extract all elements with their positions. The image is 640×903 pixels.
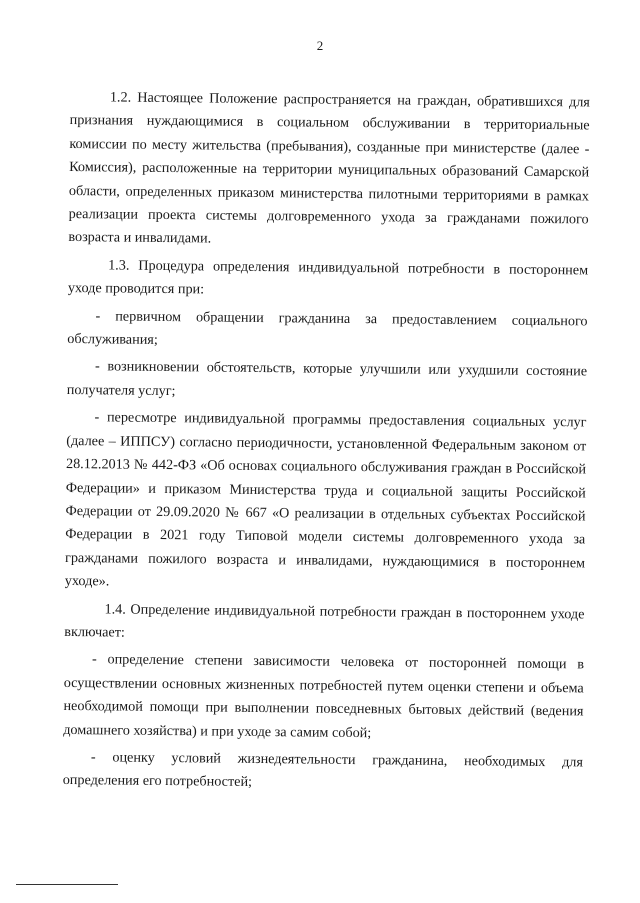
page-number: 2 [316, 38, 324, 53]
list-item-ippsu-review: - пересмотре индивидуальной программы предоставления социальных услуг (далее – ИППСУ) согласно периодичности, установленной Федеральным законом от 28.12.2013 № 442-ФЗ «Об основах социального обслуживания граждан в Российской Федерации» и приказом Министерства труда и социальной защиты Российской Федерации от 29.09.2020 № 667 «О реализации в отдельных субъектах Российской Федерации в 2021 году Типовой модели системы долговременного ухода за гражданами пожилого возраста и инвалидами, нуждающимися в постороннем уходе». [64, 409, 587, 590]
paragraph-1-3: 1.3. Процедура определения индивидуальной потребности в постороннем уходе проводится при: [67, 257, 589, 298]
list-item-circumstances: - возникновении обстоятельств, которые улучшили или ухудшили состояние получателя услуг; [66, 358, 588, 399]
paragraph-1-4: 1.4. Определение индивидуальной потребности граждан в постороннем уходе включает: [64, 600, 585, 641]
footnote-separator [16, 884, 118, 885]
list-item-dependency-degree: - определение степени зависимости человека от посторонней помощи в осуществлении основных жизненных потребностей путем оценки степени и объема необходимой помощи при выполнении повседневных бытовых действий (ведения домашнего хозяйства) и при уходе за самим собой; [63, 651, 585, 741]
document-body [63, 86, 590, 802]
paragraph-1-2: 1.2. Настоящее Положение распространяется на граждан, обратившихся для признания нуждающимися в социальном обслуживании в территориальные комиссии по месту жительства (пребывания), созданные при министерстве (далее - Комиссия), расположенные на территории муниципальных образований Самарской области, определенных приказом министерства пилотными территориями в рамках реализации проекта системы долговременного ухода за гражданами пожилого возраста и инвалидами. [68, 89, 590, 247]
list-item-primary-request: - первичном обращении гражданина за предоставлением социального обслуживания; [67, 307, 588, 348]
list-item-living-conditions: - оценку условий жизнедеятельности гражданина, необходимых для определения его потребностей; [62, 749, 584, 791]
